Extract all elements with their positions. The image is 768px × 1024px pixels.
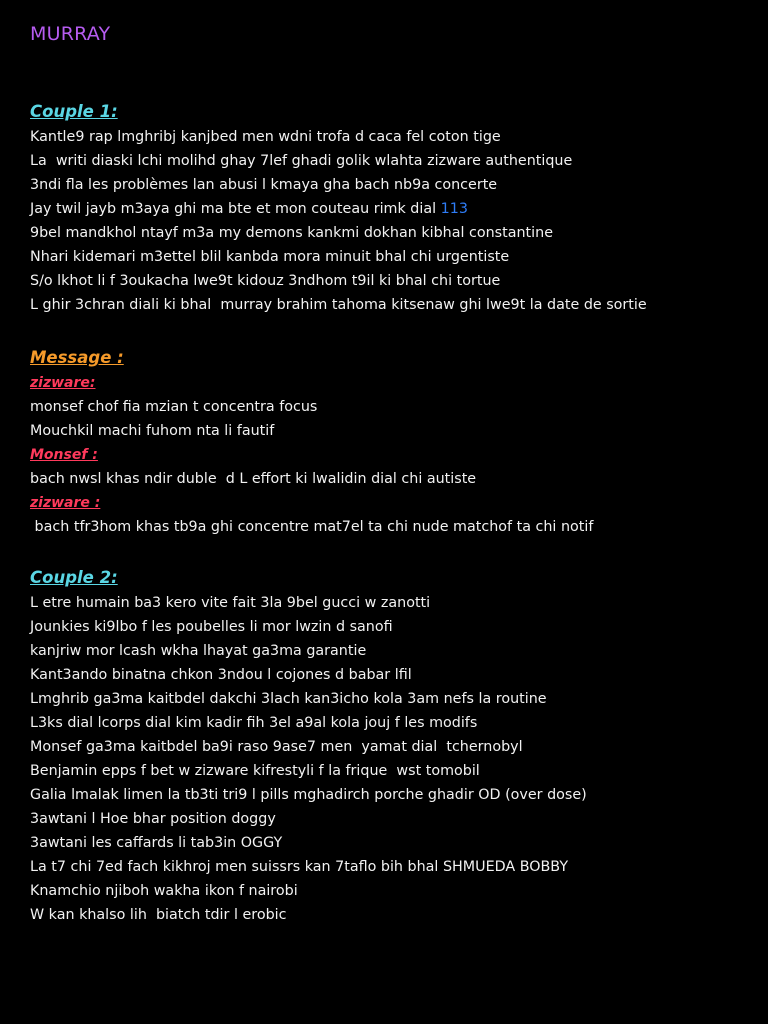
lyric-line: L etre humain ba3 kero vite fait 3la 9bel gucci w zanotti [30,595,431,611]
lyric-line: Kantle9 rap lmghribj kanjbed men wdni trofa d caca fel coton tige [30,129,501,145]
lyric-line: Lmghrib ga3ma kaitbdel dakchi 3lach kan3icho kola 3am nefs la routine [30,691,547,707]
message-line: monsef chof fia mzian t concentra focus [30,399,318,415]
message-line: Mouchkil machi fuhom nta li fautif [30,423,275,439]
lyric-line-text: Jay twil jayb m3aya ghi ma bte et mon couteau rimk dial [30,201,441,217]
phone-number-link[interactable]: 113 [440,201,468,217]
lyric-line: Monsef ga3ma kaitbdel ba9i raso 9ase7 men yamat dial tchernobyl [30,739,523,755]
couple-1-heading: Couple 1: [30,102,118,121]
lyric-line: L3ks dial lcorps dial kim kadir fih 3el a9al kola jouj f les modifs [30,715,478,731]
lyric-line: 3awtani les caffards li tab3in OGGY [30,835,283,851]
lyric-line: La t7 chi 7ed fach kikhroj men suissrs kan 7taflo bih bhal SHMUEDA BOBBY [30,859,569,875]
speaker-label: Monsef : [30,447,98,463]
couple-2-section [30,567,750,927]
couple-2-heading: Couple 2: [30,568,118,587]
lyric-line: 3awtani l Hoe bhar position doggy [30,811,276,827]
lyric-line: Kant3ando binatna chkon 3ndou l cojones d babar lfil [30,667,412,683]
lyric-line: La writi diaski lchi molihd ghay 7lef ghadi golik wlahta zizware authentique [30,153,573,169]
lyric-line: L ghir 3chran diali ki bhal murray brahim tahoma kitsenaw ghi lwe9t la date de sortie [30,297,647,313]
lyric-line: 3ndi fla les problèmes lan abusi l kmaya gha bach nb9a concerte [30,177,498,193]
lyric-line: Nhari kidemari m3ettel blil kanbda mora minuit bhal chi urgentiste [30,249,510,265]
message-line: bach nwsl khas ndir duble d L effort ki lwalidin dial chi autiste [30,471,477,487]
lyric-line: Benjamin epps f bet w zizware kifrestyli f la frique wst tomobil [30,763,480,779]
lyric-line: Knamchio njiboh wakha ikon f nairobi [30,883,298,899]
lyric-line: S/o lkhot li f 3oukacha lwe9t kidouz 3ndhom t9il ki bhal chi tortue [30,273,501,289]
page-title: MURRAY [30,23,111,45]
lyric-line: Jounkies ki9lbo f les poubelles li mor lwzin d sanofi [30,619,393,635]
message-heading: Message : [30,348,124,367]
message-section [30,347,750,539]
lyric-line: Galia lmalak limen la tb3ti tri9 l pills mghadirch porche ghadir OD (over dose) [30,787,587,803]
speaker-label: zizware : [30,495,101,511]
lyric-line: 9bel mandkhol ntayf m3a my demons kankmi dokhan kibhal constantine [30,225,553,241]
speaker-label: zizware: [30,375,96,391]
lyric-line: W kan khalso lih biatch tdir l erobic [30,907,287,923]
lyric-line: kanjriw mor lcash wkha lhayat ga3ma garantie [30,643,367,659]
message-line: bach tfr3hom khas tb9a ghi concentre mat7el ta chi nude matchof ta chi notif [30,519,594,535]
couple-1-section [30,101,750,317]
lyric-line-with-link [30,197,750,221]
